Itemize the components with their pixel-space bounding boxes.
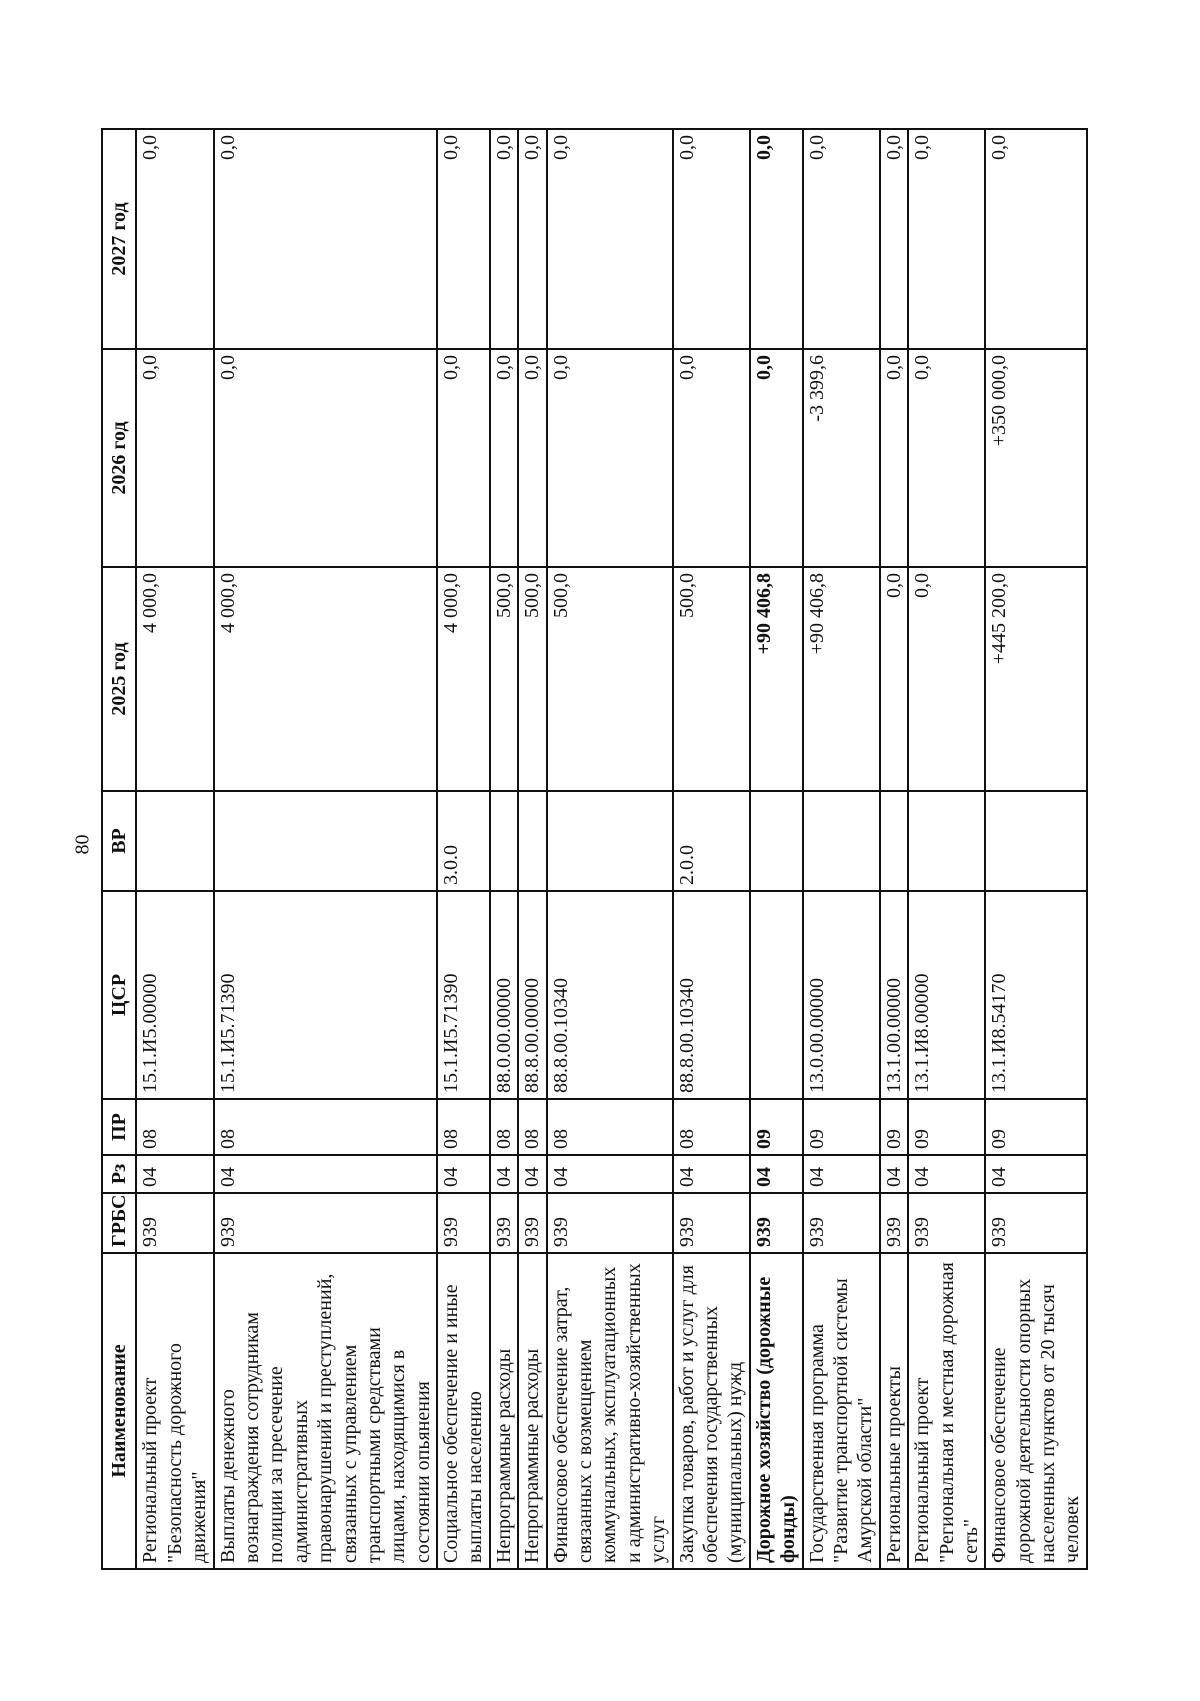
table-row [437, 129, 490, 1569]
table-row [136, 129, 213, 1569]
cell-rz: 04 [547, 1155, 673, 1193]
cell-csr [750, 891, 803, 1099]
cell-2025: 0,0 [880, 567, 908, 791]
cell-vr [547, 791, 673, 891]
cell-rz: 04 [803, 1155, 880, 1193]
cell-2026: 0,0 [673, 349, 750, 567]
header-vr: ВР [102, 791, 136, 891]
table-row [880, 129, 908, 1569]
cell-grbs: 939 [490, 1193, 518, 1253]
cell-name: Региональный проект "Региональная и местная дорожная сеть" [908, 1253, 985, 1569]
cell-name: Непрограммные расходы [490, 1253, 518, 1569]
cell-vr [803, 791, 880, 891]
cell-pr: 08 [547, 1099, 673, 1155]
cell-2025: 0,0 [908, 567, 985, 791]
table-row [547, 129, 673, 1569]
header-pr: ПР [102, 1099, 136, 1155]
cell-pr: 08 [136, 1099, 213, 1155]
cell-vr [985, 791, 1087, 891]
cell-name: Закупка товаров, работ и услуг для обеспечения государственных (муниципальных) нужд [673, 1253, 750, 1569]
cell-vr: 3.0.0 [437, 791, 490, 891]
table-header-row [102, 129, 136, 1569]
cell-csr: 15.1.И5.71390 [214, 891, 438, 1099]
table-row [803, 129, 880, 1569]
cell-rz: 04 [518, 1155, 546, 1193]
cell-2027: 0,0 [880, 129, 908, 349]
cell-name: Финансовое обеспечение дорожной деятельности опорных населенных пунктов от 20 тысяч человек [985, 1253, 1087, 1569]
cell-2027: 0,0 [214, 129, 438, 349]
cell-2027: 0,0 [547, 129, 673, 349]
cell-2027: 0,0 [673, 129, 750, 349]
cell-2026: 0,0 [518, 349, 546, 567]
cell-2026: 0,0 [908, 349, 985, 567]
cell-name: Дорожное хозяйство (дорожные фонды) [750, 1253, 803, 1569]
cell-pr: 08 [490, 1099, 518, 1155]
cell-2026: 0,0 [880, 349, 908, 567]
table-row [985, 129, 1087, 1569]
cell-2025: 500,0 [547, 567, 673, 791]
cell-name: Выплаты денежного вознаграждения сотрудникам полиции за пресечение административных правонарушений и преступлений, связанных с управлением транспортными средствами лицами, находящимися в состоянии опьянения [214, 1253, 438, 1569]
cell-grbs: 939 [437, 1193, 490, 1253]
cell-name: Региональный проект "Безопасность дорожного движения" [136, 1253, 213, 1569]
cell-2027: 0,0 [908, 129, 985, 349]
cell-pr: 09 [750, 1099, 803, 1155]
cell-rz: 04 [908, 1155, 985, 1193]
budget-table [101, 128, 1088, 1570]
cell-grbs: 939 [908, 1193, 985, 1253]
cell-csr: 15.1.И5.00000 [136, 891, 213, 1099]
rotated-table-container [101, 130, 1131, 1570]
cell-rz: 04 [136, 1155, 213, 1193]
cell-csr: 88.8.00.10340 [547, 891, 673, 1099]
cell-pr: 09 [803, 1099, 880, 1155]
cell-csr: 13.1.И8.54170 [985, 891, 1087, 1099]
cell-csr: 13.0.00.00000 [803, 891, 880, 1099]
cell-2026: -3 399,6 [803, 349, 880, 567]
header-rz: Рз [102, 1155, 136, 1193]
cell-csr: 13.1.И8.00000 [908, 891, 985, 1099]
cell-name: Социальное обеспечение и иные выплаты населению [437, 1253, 490, 1569]
cell-name: Государственная программа "Развитие транспортной системы Амурской области" [803, 1253, 880, 1569]
cell-rz: 04 [750, 1155, 803, 1193]
cell-grbs: 939 [547, 1193, 673, 1253]
cell-vr [490, 791, 518, 891]
cell-rz: 04 [437, 1155, 490, 1193]
cell-vr [214, 791, 438, 891]
cell-name: Региональные проекты [880, 1253, 908, 1569]
cell-grbs: 939 [880, 1193, 908, 1253]
cell-csr: 88.8.00.00000 [518, 891, 546, 1099]
cell-rz: 04 [214, 1155, 438, 1193]
cell-grbs: 939 [214, 1193, 438, 1253]
cell-csr: 13.1.00.00000 [880, 891, 908, 1099]
cell-2025: +90 406,8 [750, 567, 803, 791]
cell-2026: 0,0 [214, 349, 438, 567]
cell-2026: 0,0 [437, 349, 490, 567]
table-body [136, 129, 1086, 1569]
cell-2027: 0,0 [490, 129, 518, 349]
cell-grbs: 939 [518, 1193, 546, 1253]
cell-grbs: 939 [803, 1193, 880, 1253]
table-row [908, 129, 985, 1569]
cell-2025: +90 406,8 [803, 567, 880, 791]
cell-rz: 04 [985, 1155, 1087, 1193]
cell-vr [880, 791, 908, 891]
header-2027: 2027 год [102, 129, 136, 349]
cell-name: Непрограммные расходы [518, 1253, 546, 1569]
cell-2027: 0,0 [437, 129, 490, 349]
cell-2027: 0,0 [518, 129, 546, 349]
cell-name: Финансовое обеспечение затрат, связанных с возмещением коммунальных, эксплуатационных и административно-хозяйственных услуг [547, 1253, 673, 1569]
cell-vr [750, 791, 803, 891]
cell-pr: 08 [673, 1099, 750, 1155]
cell-rz: 04 [490, 1155, 518, 1193]
cell-2026: 0,0 [750, 349, 803, 567]
cell-2026: +350 000,0 [985, 349, 1087, 567]
header-2026: 2026 год [102, 349, 136, 567]
cell-pr: 09 [908, 1099, 985, 1155]
cell-2025: 4 000,0 [437, 567, 490, 791]
cell-rz: 04 [880, 1155, 908, 1193]
header-csr: ЦСР [102, 891, 136, 1099]
cell-grbs: 939 [136, 1193, 213, 1253]
cell-2027: 0,0 [750, 129, 803, 349]
cell-pr: 08 [518, 1099, 546, 1155]
cell-2027: 0,0 [803, 129, 880, 349]
cell-vr [908, 791, 985, 891]
cell-pr: 08 [214, 1099, 438, 1155]
table-row [518, 129, 546, 1569]
table-row [673, 129, 750, 1569]
cell-pr: 09 [880, 1099, 908, 1155]
table-row [214, 129, 438, 1569]
cell-2025: 500,0 [490, 567, 518, 791]
cell-2025: 500,0 [518, 567, 546, 791]
cell-2026: 0,0 [136, 349, 213, 567]
table-row [750, 129, 803, 1569]
cell-pr: 08 [437, 1099, 490, 1155]
header-grbs: ГРБС [102, 1193, 136, 1253]
cell-2027: 0,0 [136, 129, 213, 349]
cell-vr [136, 791, 213, 891]
cell-2026: 0,0 [490, 349, 518, 567]
cell-grbs: 939 [673, 1193, 750, 1253]
cell-pr: 09 [985, 1099, 1087, 1155]
table-row [490, 129, 518, 1569]
cell-2025: +445 200,0 [985, 567, 1087, 791]
cell-2026: 0,0 [547, 349, 673, 567]
header-2025: 2025 год [102, 567, 136, 791]
page-number: 80 [71, 834, 94, 855]
header-name: Наименование [102, 1253, 136, 1569]
cell-2027: 0,0 [985, 129, 1087, 349]
cell-grbs: 939 [750, 1193, 803, 1253]
cell-vr: 2.0.0 [673, 791, 750, 891]
cell-grbs: 939 [985, 1193, 1087, 1253]
cell-2025: 500,0 [673, 567, 750, 791]
cell-csr: 88.8.00.10340 [673, 891, 750, 1099]
cell-vr [518, 791, 546, 891]
cell-csr: 15.1.И5.71390 [437, 891, 490, 1099]
cell-rz: 04 [673, 1155, 750, 1193]
cell-2025: 4 000,0 [136, 567, 213, 791]
cell-csr: 88.0.00.00000 [490, 891, 518, 1099]
cell-2025: 4 000,0 [214, 567, 438, 791]
